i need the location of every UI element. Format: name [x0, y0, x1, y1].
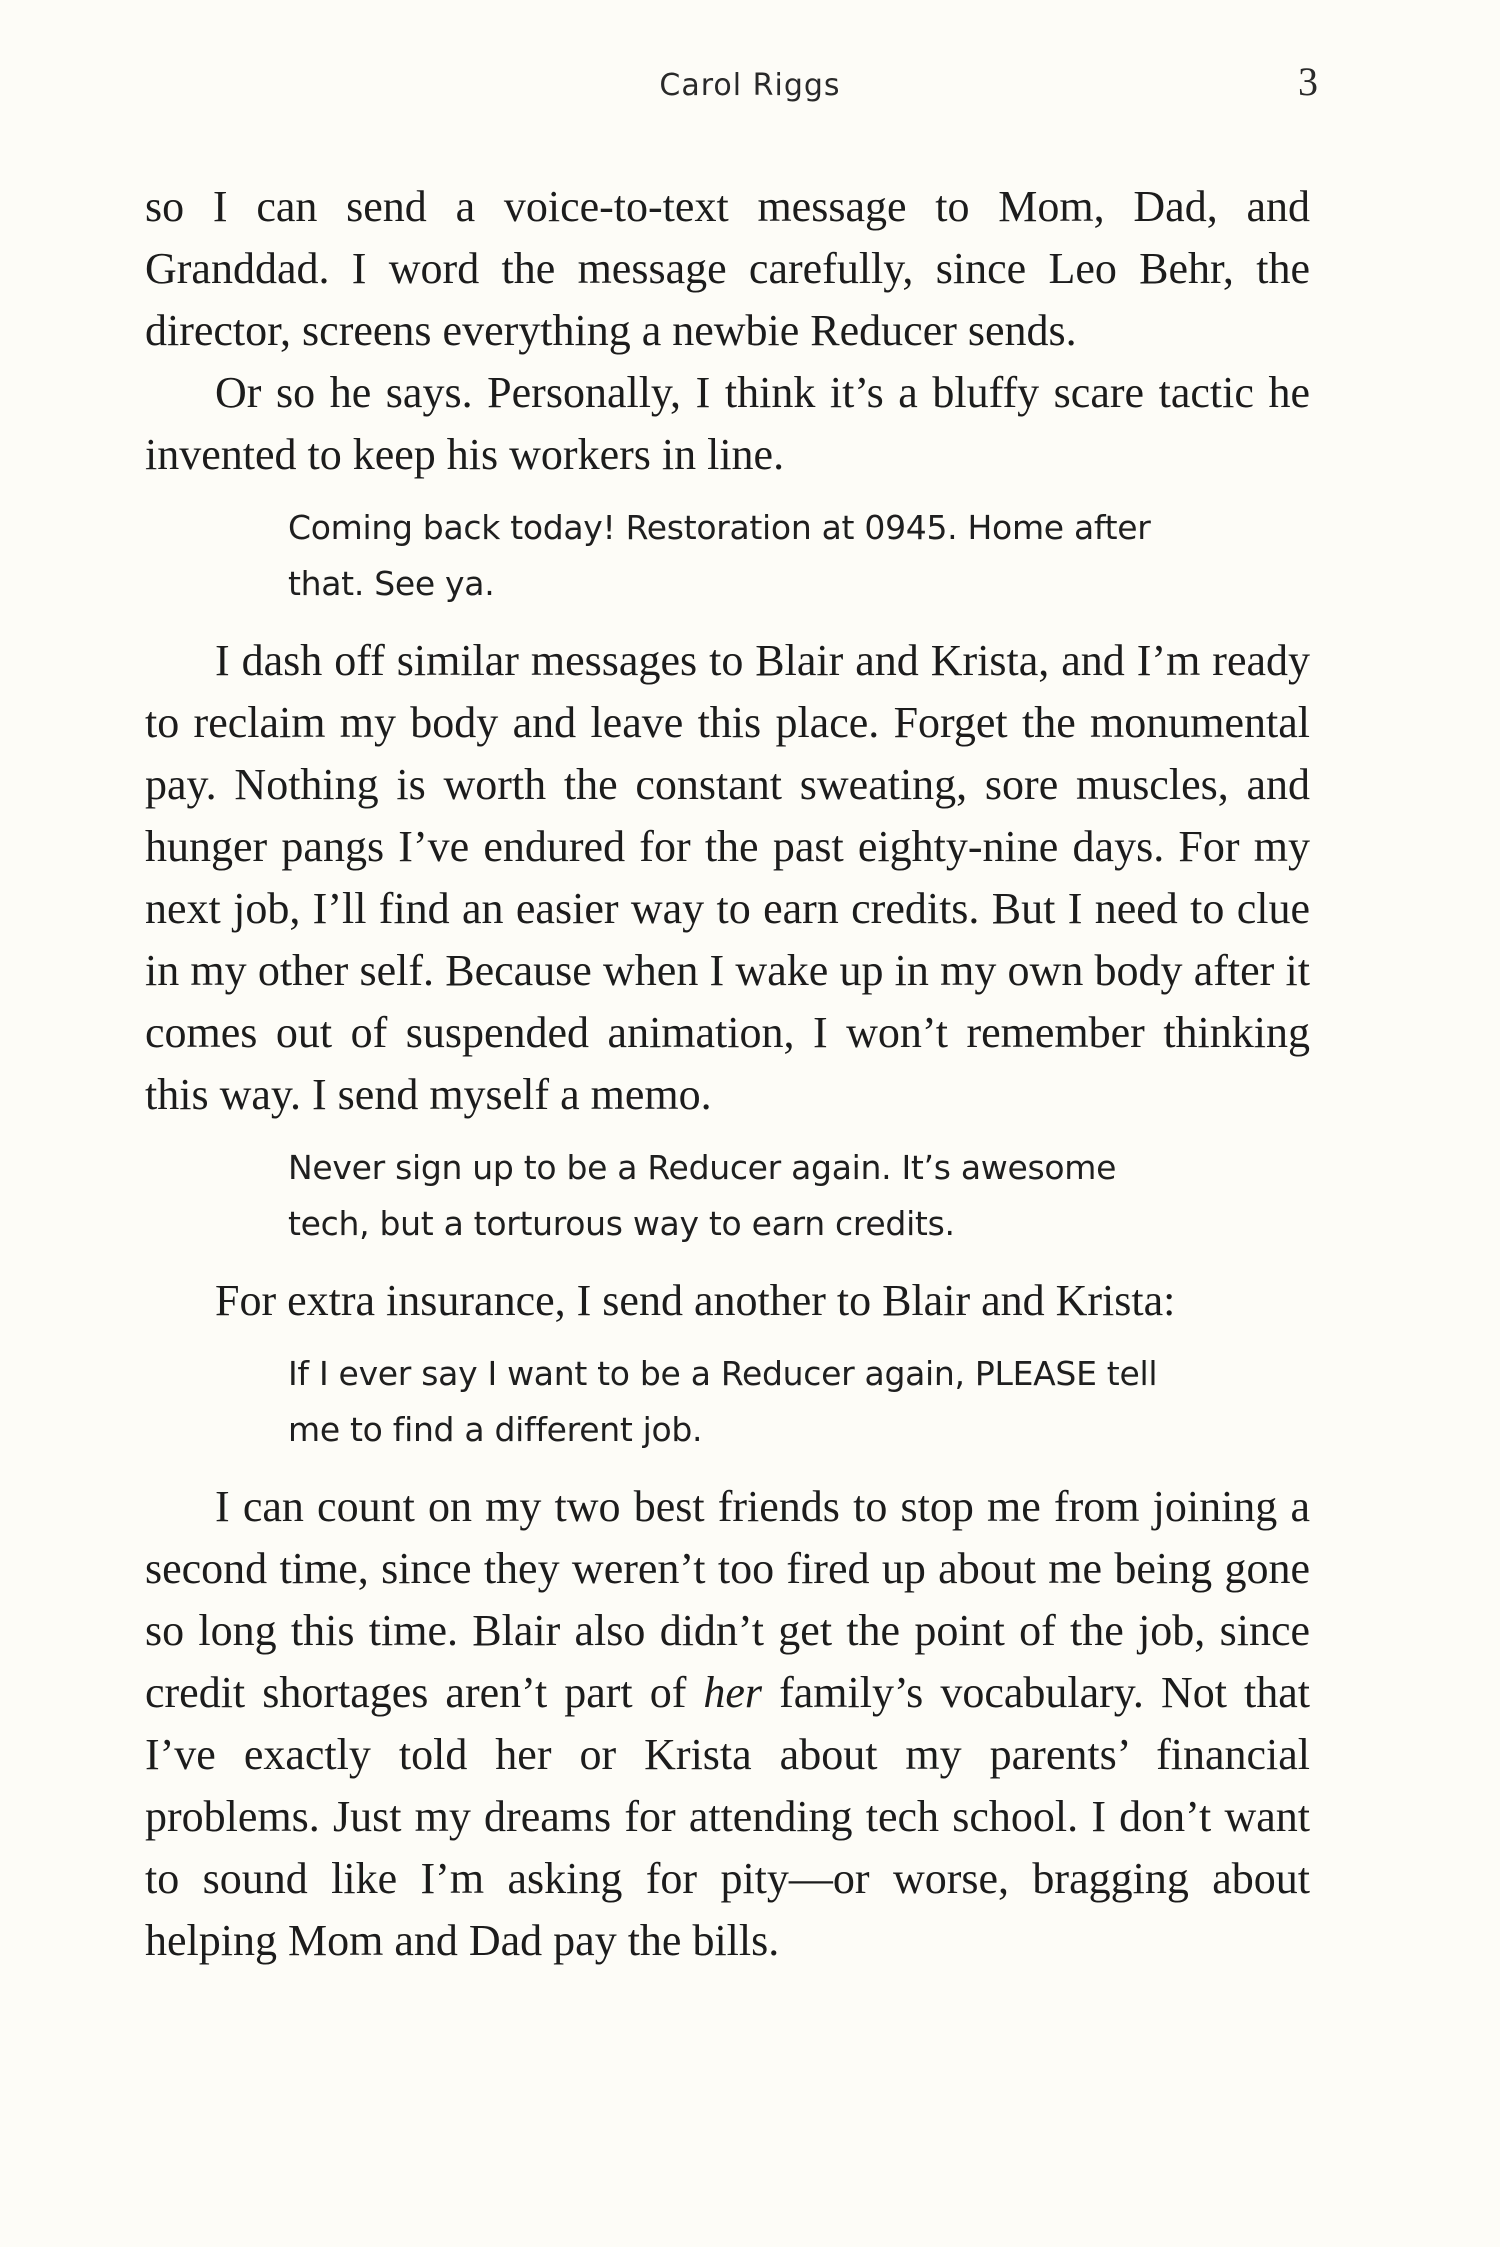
- page-number: 3: [1298, 59, 1318, 104]
- paragraph-5-text-a: I can count on my two best friends to stop me from joining a second time, since they weren’t too fired up about me being gone so long this time. Blair also didn’t get the point of the job, since credit shortages aren’t part of: [145, 1482, 1310, 1717]
- text-message-1: Coming back today! Restoration at 0945. Home after that. See ya.: [288, 508, 1151, 603]
- paragraph-5-emphasis: her: [703, 1668, 763, 1717]
- paragraph-3: I dash off similar messages to Blair and Krista, and I’m ready to reclaim my body and leave this place. Forget the monumental pay. Nothing is worth the constant sweating, sore muscles, and hunger pangs I’ve endured for the past eighty-nine days. For my next job, I’ll find an easier way to earn credits. But I need to clue in my other self. Because when I wake up in my own body after it comes out of suspended animation, I won’t remember thinking this way. I send myself a memo.: [145, 636, 1310, 1119]
- paragraph-5-text-b: family’s vocabulary. Not that I’ve exactly told her or Krista about my parents’ financial problems. Just my dreams for attending tech school. I don’t want to sound like I’m asking for pity—or worse, bragging about helping Mom and Dad pay the bills.: [145, 1668, 1310, 1965]
- paragraph-5: [145, 1476, 1310, 1972]
- paragraph-2: Or so he says. Personally, I think it’s a bluffy scare tactic he invented to keep his workers in line.: [145, 368, 1310, 479]
- body-text: [145, 176, 1310, 1972]
- text-message-3: If I ever say I want to be a Reducer again, PLEASE tell me to find a different job.: [288, 1354, 1158, 1449]
- text-message-2: Never sign up to be a Reducer again. It’s awesome tech, but a torturous way to earn credits.: [288, 1148, 1117, 1243]
- paragraph-4: For extra insurance, I send another to Blair and Krista:: [215, 1276, 1176, 1325]
- running-head: Carol Riggs: [659, 68, 841, 103]
- paragraph-1: so I can send a voice-to-text message to Mom, Dad, and Granddad. I word the message carefully, since Leo Behr, the director, screens everything a newbie Reducer sends.: [145, 182, 1310, 355]
- page-header: [0, 58, 1500, 118]
